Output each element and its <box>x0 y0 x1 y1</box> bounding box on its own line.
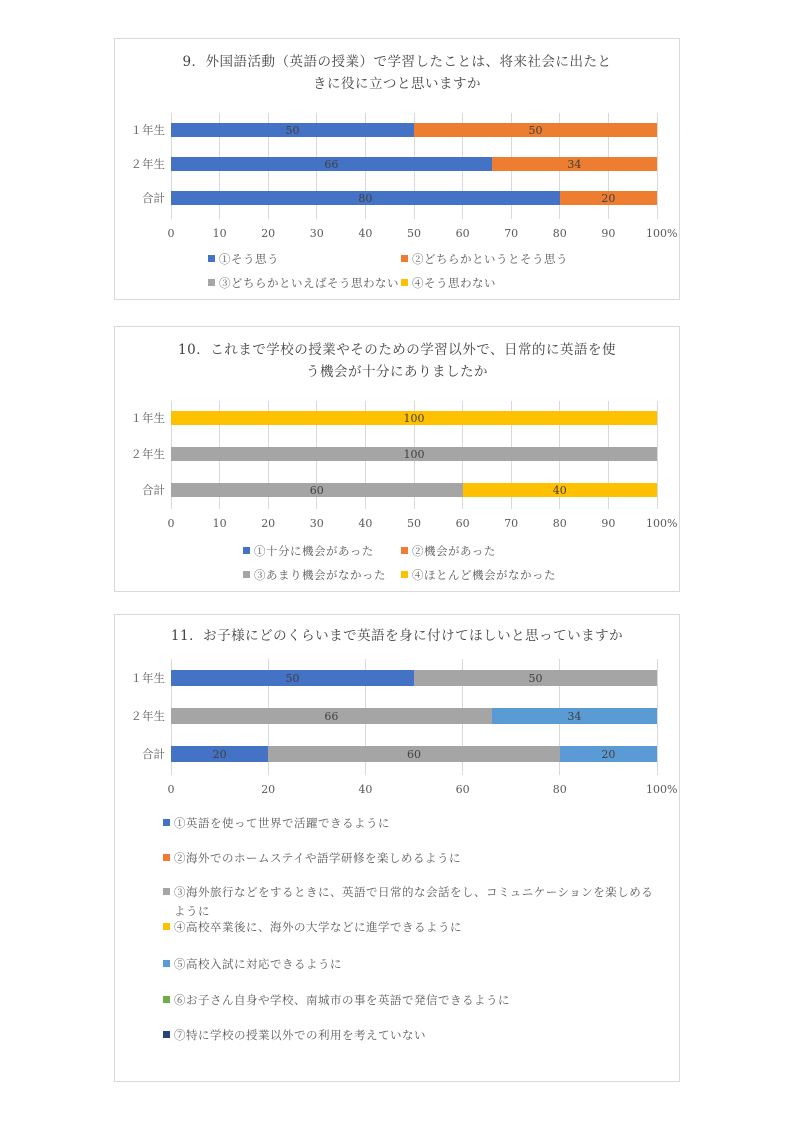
legend-item: ③海外旅行などをするときに、英語で日常的な会話をし、コミュニケーションを楽しめるように <box>163 883 664 921</box>
category-label: 合計 <box>142 483 165 497</box>
x-tick-label: 70 <box>504 517 519 530</box>
chart-title-line2: う機会が十分にありましたか <box>306 364 488 380</box>
data-label: 66 <box>324 157 339 171</box>
data-label: 60 <box>309 483 324 497</box>
legend-swatch <box>208 279 215 286</box>
x-tick-label: 20 <box>261 517 276 530</box>
chart-title <box>145 51 649 95</box>
data-label: 20 <box>601 747 616 761</box>
x-tick-label: 20 <box>261 227 276 240</box>
data-label: 20 <box>601 191 616 205</box>
x-tick-label: 40 <box>358 517 373 530</box>
bar-segment <box>171 123 414 137</box>
bar-segment <box>171 670 414 686</box>
x-tick-label: 60 <box>455 227 470 240</box>
data-label: 50 <box>285 671 300 685</box>
x-tick-label: 70 <box>504 227 519 240</box>
category-label: ２年生 <box>130 447 165 461</box>
legend-item: ③どちらかといえばそう思わない <box>208 275 399 291</box>
x-tick-label: 20 <box>261 783 276 796</box>
legend-item: ①そう思う <box>208 251 279 267</box>
legend-item: ④高校卒業後に、海外の大学などに進学できるように <box>163 918 462 937</box>
bar-segment <box>463 483 657 497</box>
legend-item: ②どちらかというとそう思う <box>401 251 568 267</box>
chart-q9 <box>114 38 680 300</box>
legend-swatch <box>401 279 408 286</box>
legend-item: ④ほとんど機会がなかった <box>401 567 556 583</box>
legend-swatch <box>163 819 170 826</box>
data-label: 66 <box>324 709 339 723</box>
x-tick-label: 0 <box>167 783 175 796</box>
x-tick-label: 40 <box>358 227 373 240</box>
legend-item: ②機会があった <box>401 543 496 559</box>
x-tick-label: 60 <box>455 783 470 796</box>
data-label: 34 <box>567 157 582 171</box>
bar-segment <box>560 746 657 762</box>
chart-title <box>145 339 649 383</box>
category-label: １年生 <box>130 411 165 425</box>
legend-swatch <box>163 1031 170 1038</box>
x-tick-label: 100% <box>645 227 678 240</box>
x-tick-label: 30 <box>309 517 324 530</box>
legend-item: ③あまり機会がなかった <box>243 567 386 583</box>
bar-segment <box>171 483 463 497</box>
bar-segment <box>268 746 560 762</box>
bar-segment <box>560 191 657 205</box>
data-label: 34 <box>567 709 582 723</box>
legend-swatch <box>163 923 170 930</box>
x-tick-label: 80 <box>552 783 567 796</box>
x-tick-label: 90 <box>601 517 616 530</box>
x-tick-label: 50 <box>407 227 421 240</box>
legend-item: ①十分に機会があった <box>243 543 374 559</box>
bar-segment <box>171 447 657 461</box>
legend-swatch <box>243 547 250 554</box>
x-tick-label: 80 <box>552 227 567 240</box>
category-label: ２年生 <box>130 709 165 723</box>
category-label: １年生 <box>130 123 165 137</box>
x-tick-label: 0 <box>167 227 175 240</box>
bar-segment <box>492 157 657 171</box>
legend-swatch <box>163 888 170 895</box>
x-tick-label: 80 <box>552 517 567 530</box>
x-tick-label: 10 <box>212 227 227 240</box>
category-label: 合計 <box>142 191 165 205</box>
legend-item: ①英語を使って世界で活躍できるように <box>163 814 390 833</box>
chart-title-line1: 11．お子様にどのくらいまで英語を身に付けてほしいと思っていますか <box>170 628 624 644</box>
data-label: 40 <box>552 483 567 497</box>
x-tick-label: 100% <box>645 783 678 796</box>
legend-item: ⑤高校入試に対応できるように <box>163 955 342 974</box>
chart-title-line1: 10．これまで学校の授業やそのための学習以外で、日常的に英語を使 <box>178 342 616 358</box>
chart-title-line1: 9．外国語活動（英語の授業）で学習したことは、将来社会に出たと <box>182 54 612 70</box>
category-label: 合計 <box>142 747 165 761</box>
x-tick-label: 90 <box>601 227 616 240</box>
legend-swatch <box>163 996 170 1003</box>
x-tick-label: 40 <box>358 783 373 796</box>
category-label: ２年生 <box>130 157 165 171</box>
legend-swatch <box>208 255 215 262</box>
bar-segment <box>492 708 657 724</box>
data-label: 50 <box>528 123 543 137</box>
legend-swatch <box>243 571 250 578</box>
data-label: 100 <box>403 411 425 425</box>
legend-item: ⑥お子さん自身や学校、南城市の事を英語で発信できるように <box>163 991 510 1010</box>
x-tick-label: 30 <box>309 227 324 240</box>
legend-swatch <box>401 255 408 262</box>
x-tick-label: 10 <box>212 517 227 530</box>
data-label: 60 <box>406 747 421 761</box>
chart-q10 <box>114 326 680 592</box>
data-label: 50 <box>285 123 300 137</box>
category-label: １年生 <box>130 671 165 685</box>
chart-title <box>145 625 649 647</box>
legend-swatch <box>401 571 408 578</box>
bar-segment <box>414 670 657 686</box>
legend-item: ⑦特に学校の授業以外での利用を考えていない <box>163 1026 426 1045</box>
bar-segment <box>171 411 657 425</box>
legend-item: ②海外でのホームステイや語学研修を楽しめるように <box>163 849 461 868</box>
data-label: 80 <box>358 191 373 205</box>
x-tick-label: 100% <box>645 517 678 530</box>
data-label: 50 <box>528 671 543 685</box>
data-label: 20 <box>212 747 227 761</box>
x-tick-label: 60 <box>455 517 470 530</box>
legend-swatch <box>163 854 170 861</box>
bar-segment <box>171 746 268 762</box>
legend-swatch <box>401 547 408 554</box>
legend-swatch <box>163 960 170 967</box>
bar-segment <box>171 708 492 724</box>
chart-title-line2: きに役に立つと思いますか <box>313 76 481 92</box>
legend-item: ④そう思わない <box>401 275 496 291</box>
data-label: 100 <box>403 447 425 461</box>
bar-segment <box>171 191 560 205</box>
x-tick-label: 50 <box>407 517 421 530</box>
bar-segment <box>414 123 657 137</box>
chart-q11 <box>114 614 680 1082</box>
x-tick-label: 0 <box>167 517 175 530</box>
bar-segment <box>171 157 492 171</box>
